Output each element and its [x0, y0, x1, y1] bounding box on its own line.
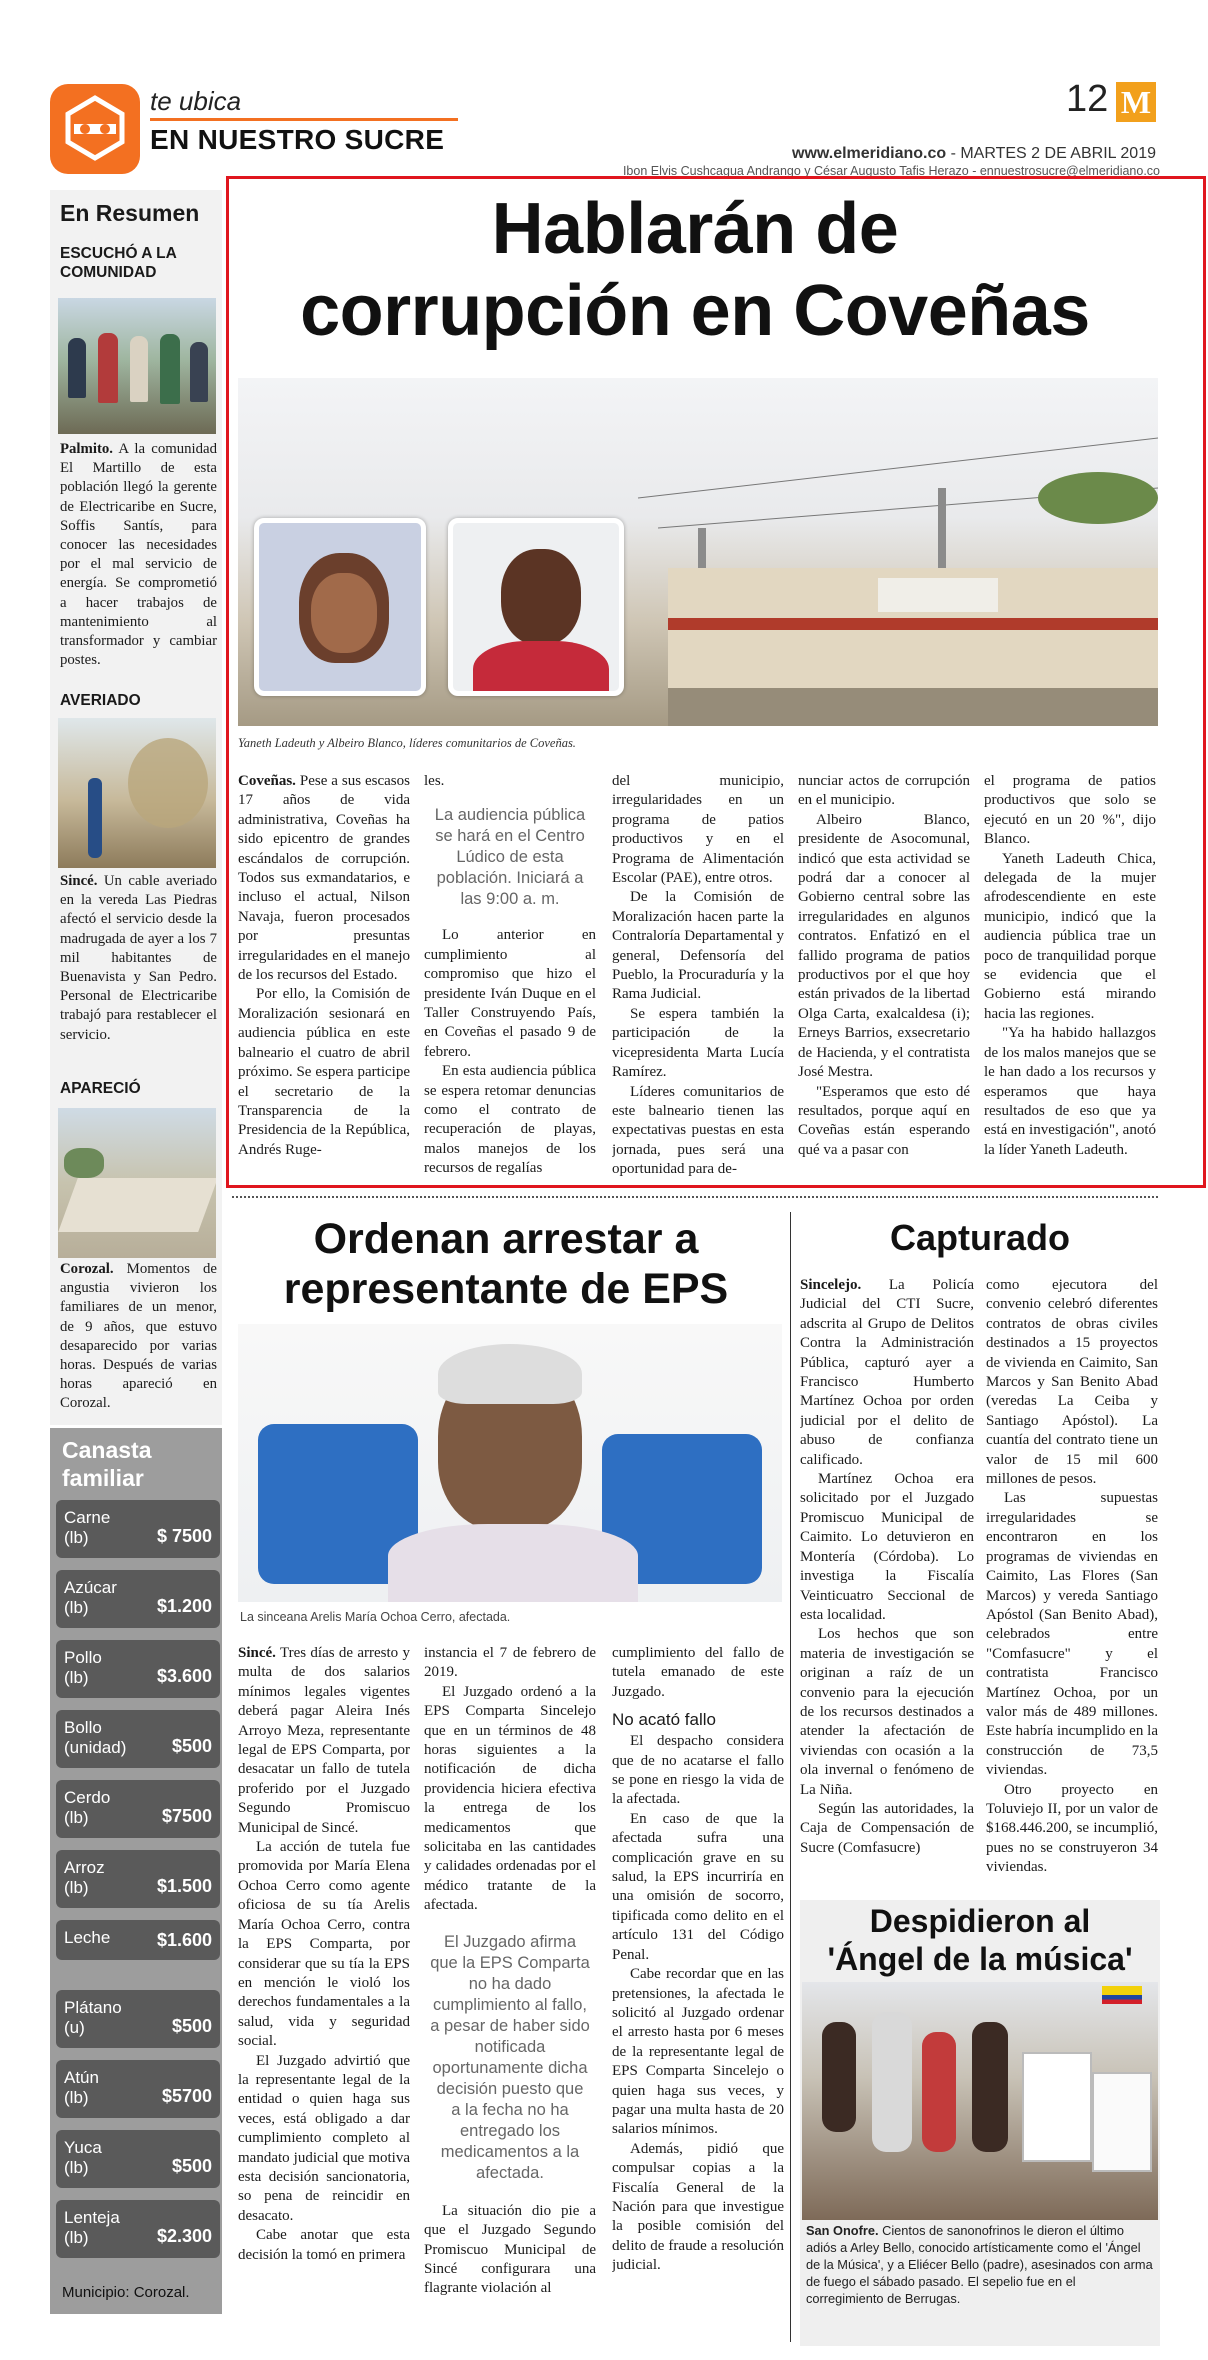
site-url[interactable]: www.elmeridiano.co — [792, 145, 947, 162]
price-item — [56, 2060, 220, 2118]
byline: Ibon Elvis Cushcagua Andrango y César Augusto Tafis Herazo - ennuestrosucre@elmeridiano.co — [622, 164, 1160, 178]
price-item-value: $7500 — [161, 1806, 212, 1826]
sidebar-item-2-lead: Sincé. — [60, 873, 98, 889]
lead-col3-p2: Se espera también la participación de la vicepresidenta Marta Lucía Ramírez. — [612, 1005, 784, 1081]
capturado-col2-p0: como ejecutora del convenio celebró diferentes contratos de obras civiles destinados a 15 proyectos de vivienda en Caimito, San Marcos y San Benito Abad (veredas La Ceiba y Santiago Apóstol). La cuantía del contrato tiene un valor de 15 mil 600 millones de pesos. — [986, 1277, 1158, 1488]
sidebar-item-3-text — [60, 1260, 217, 1414]
lead-photo — [238, 378, 1158, 726]
eps-headline — [232, 1214, 780, 1314]
capturado-headline: Capturado — [890, 1217, 1070, 1258]
section-rule — [150, 118, 458, 121]
eps-col3-p0: cumplimiento del fallo de tutela emanado de este Juzgado. — [612, 1645, 784, 1700]
issue-date: MARTES 2 DE ABRIL 2019 — [960, 145, 1156, 162]
angel-headline — [800, 1902, 1160, 1978]
price-item-value: $1.500 — [156, 1876, 212, 1896]
lead-col-4 — [798, 772, 970, 1180]
capturado-col-1 — [800, 1276, 974, 1894]
sidebar-item-3-lead: Corozal. — [60, 1261, 114, 1277]
eps-headline-line-1: Ordenan arrestar a — [313, 1215, 699, 1263]
price-item-value: $2.300 — [156, 2226, 212, 2246]
price-item-name — [64, 1928, 110, 1948]
price-item-label: Arroz — [64, 1858, 105, 1877]
sidebar-photo-community — [58, 298, 216, 434]
lead-col3-p0: del municipio, irregularidades en un programa de patios productivos y en el Programa de Alimentación Escolar (PAE), entre otros. — [612, 773, 784, 887]
price-item — [56, 2130, 220, 2188]
price-item — [56, 1710, 220, 1768]
header-site-date: www.elmeridiano.co - MARTES 2 DE ABRIL 2019 — [792, 145, 1156, 162]
lead-col1-p1: Pese a sus escasos 17 años de vida administrativa, Coveñas ha sido epicentro de grandes escándalos de corrupción. Todos sus exmandatarios, e incluso el actual, Nilson Navaja, fueron procesados por presuntas irregularidades en el manejo de los recursos del Estado. — [238, 773, 410, 984]
price-item-label: Carne — [64, 1508, 111, 1527]
logo-letter: M — [1120, 84, 1152, 120]
lead-col4-p1: Albeiro Blanco, presidente de Asocomunal, indicó que esta actividad se podrá dar a conocer al Gobierno central sobre las irregularidades en algunos contratos. Enfatizó en el fallido programa de patios productivos por el que hoy están privados de la libertad Olga Carta, exalcaldesa (i); Erneys Barrios, exsecretario de Hacienda, y el contratista José Mestra. — [798, 811, 970, 1081]
price-item-label: Lenteja — [64, 2208, 120, 2227]
eps-col1-p4: Cabe anotar que esta decisión la tomó en primera — [238, 2227, 410, 2263]
eps-photo-caption: La sinceana Arelis María Ochoa Cerro, afectada. — [240, 1610, 511, 1624]
eps-col1-p1: Tres días de arresto y multa de dos salarios mínimos legales vigentes deberá pagar Aleira Inés Arroyo Meza, representante legal de EPS Comparta, por desacatar un fallo de tutela proferido por el Juzgado Segundo Promiscuo Municipal de Sincé. — [238, 1645, 410, 1836]
angel-caption — [806, 2222, 1156, 2307]
price-item-name — [64, 1998, 122, 2038]
canasta-title — [62, 1436, 151, 1492]
eps-dateline: Sincé. — [238, 1645, 276, 1661]
eps-col2-p1: El Juzgado ordenó a la EPS Comparta Sincelejo que en un términos de 48 horas siguientes a la notificación de dicha providencia hiciera efectiva la entrega de los medicamentos que solicitaba en las cantidades y calidades ordenadas por el médico tratante de la afectada. — [424, 1683, 596, 1914]
price-item-unit: (lb) — [64, 1598, 89, 1617]
eps-headline-line-2: representante de EPS — [283, 1265, 729, 1313]
sidebar-photo-corozal — [58, 1108, 216, 1258]
eps-col1-p3: El Juzgado advirtió que la representante legal de la entidad o quien haga sus veces, está obligado a dar cumplimiento completo al mandato judicial que motiva esta decisión sancionatoria, so pena de reincidir en desacato. — [238, 2052, 410, 2224]
sidebar-item-1-body: A la comunidad El Martillo de esta población llegó la gerente de Electricaribe en Sucre, Soffis Santís, para conocer las necesidades por el mal servicio de energía. Se comprometió a hacer trabajos de mantenimiento al transformador y cambiar postes. — [60, 441, 217, 669]
eps-col2-p0: instancia el 7 de febrero de 2019. — [424, 1645, 596, 1681]
price-item-name — [64, 1858, 105, 1898]
price-item — [56, 1640, 220, 1698]
angel-caption-text: Cientos de sanonofrinos le dieron el último adiós a Arley Bello, conocido artísticamente como el 'Ángel de la Música', y a Eliécer Bello (padre), asesinados con arma de fuego el sábado pasado. El sepelio fue en el corregimiento de Berrugas. — [806, 2223, 1153, 2306]
price-item-name — [64, 1788, 110, 1828]
price-item-label: Azúcar — [64, 1578, 117, 1597]
section-kicker: te ubica — [150, 86, 242, 116]
price-item-unit: (lb) — [64, 2088, 89, 2107]
price-item — [56, 1780, 220, 1838]
lead-col-2 — [424, 772, 596, 1180]
lead-pull-quote: La audiencia pública se hará en el Centro Lúdico de esta población. Iniciará a las 9:00 a. m. — [434, 806, 586, 909]
price-item-value: $3.600 — [156, 1666, 212, 1686]
lead-col5-p0: el programa de patios productivos que solo se ejecutó en un 20 %", dijo Blanco. — [984, 773, 1156, 848]
price-item — [56, 1920, 220, 1960]
sidebar-heading: AVERIADO — [60, 692, 141, 709]
lead-col4-p0: nunciar actos de corrupción en el municipio. — [798, 773, 970, 809]
lead-dateline: Coveñas. — [238, 773, 296, 789]
lead-col4-p2: "Esperamos que esto dé resultados, porque aquí en Coveñas están esperando qué va a pasar con — [798, 1083, 970, 1158]
price-item — [56, 1850, 220, 1908]
capturado-col-2 — [986, 1276, 1158, 1894]
price-item-label: Yuca — [64, 2138, 102, 2157]
price-item-label: Cerdo — [64, 1788, 111, 1807]
price-item-label: Pollo — [64, 1648, 102, 1667]
price-item-value: $1.200 — [156, 1596, 212, 1616]
sidebar-heading: APARECIÓ — [60, 1080, 141, 1097]
price-item — [56, 1570, 220, 1628]
price-item-unit: (lb) — [64, 1808, 89, 1827]
eps-col-1 — [238, 1644, 410, 2334]
lead-col-1 — [238, 772, 410, 1180]
eps-col2-p2: La situación dio pie a que el Juzgado Segundo Promiscuo Municipal de Sincé configurara una flagrante violación al — [424, 2202, 596, 2297]
price-item-unit: (lb) — [64, 1668, 89, 1687]
sidebar-heading: ESCUCHÓ A LA COMUNIDAD — [60, 245, 177, 281]
price-item-label: Atún — [64, 2068, 99, 2087]
price-item — [56, 2200, 220, 2258]
lead-col3-p3: Líderes comunitarios de este balneario tienen las expectativas puestas en esta jornada, pues será una oportunidad para de- — [612, 1083, 784, 1178]
price-item-label: Bollo — [64, 1718, 102, 1737]
lead-col5-p2: "Ya ha habido hallazgos de los malos manejos que se le han dado a los recursos y esperamos que haya resultados de eso que ya está en investigación", anotó la líder Yaneth Ladeuth. — [984, 1025, 1156, 1158]
eps-col3-p1: El despacho considera que de no acatarse el fallo se pone en riesgo la vida de la afectada. — [612, 1733, 784, 1808]
eps-photo — [238, 1324, 782, 1602]
sidebar-photo-cable — [58, 718, 216, 868]
capturado-col1-p1: La Policía Judicial del CTI Sucre, adscrita al Grupo de Delitos Contra la Administración Pública, capturó ayer a Francisco Humberto Martínez Ochoa por orden judicial por el delito de abuso de confianza calificado. — [800, 1277, 974, 1468]
capturado-dateline: Sincelejo. — [800, 1277, 862, 1293]
portrait-albeiro — [448, 518, 624, 696]
portrait-yaneth — [254, 518, 426, 696]
sidebar-item-2-text — [60, 872, 217, 1045]
price-item-unit: (u) — [64, 2018, 85, 2037]
price-item-name — [64, 1718, 126, 1758]
angel-headline-line-2: 'Ángel de la música' — [827, 1941, 1133, 1977]
capturado-col2-p1: Las supuestas irregularidades se encontraron en los programas de viviendas en Caimito, Las Flores (San Marcos) y vereda Santiago Apóstol (San Benito Abad), celebrados entre "Comfasucre" y el contratista Francisco Martínez Ochoa, por un valor más de 489 millones. Este habría incumplido en la construcción de 73,5 viviendas. — [986, 1490, 1158, 1779]
sidebar-title: En Resumen — [60, 200, 200, 226]
lead-headline — [230, 188, 1160, 352]
sidebar-item-3-body: Momentos de angustia vivieron los familiares de un menor, de 9 años, que estuvo desaparecido por varias horas. Después de varias horas apareció en Corozal. — [60, 1261, 218, 1412]
price-item-value: $500 — [171, 1736, 212, 1756]
sidebar-item-1-text — [60, 440, 217, 670]
price-item-name — [64, 1648, 102, 1688]
price-item-name — [64, 2068, 99, 2108]
price-item-value: $500 — [171, 2156, 212, 2176]
angel-photo — [802, 1982, 1158, 2220]
price-item-name — [64, 1578, 117, 1618]
section-divider — [232, 1196, 1158, 1198]
capturado-col1-p2: Martínez Ochoa era solicitado por el Juzgado Promiscuo Municipal de Caimito. Lo detuvieron en Montería (Córdoba). Lo investiga la Fiscalía Veinticuatro Seccional de esta localidad. — [800, 1471, 974, 1623]
eps-subhead: No acató fallo — [612, 1710, 716, 1730]
canasta-title-line-2: familiar — [62, 1465, 144, 1491]
eps-col3-p2: En caso de que la afectada sufra una complicación grave en su salud, la EPS incurriría en una omisión de socorro, tipificada como delito en el artículo 131 del Código Penal. — [612, 1810, 784, 1963]
price-item-unit: (lb) — [64, 1528, 89, 1547]
lead-col3-p1: De la Comisión de Moralización hacen parte la Contraloría Departamental y general, Defensoría del Pueblo, la Procuraduría y la Rama Judicial. — [612, 889, 784, 1003]
lead-col-5 — [984, 772, 1156, 1180]
eps-col-3 — [612, 1644, 784, 2334]
price-item-unit: (unidad) — [64, 1738, 127, 1757]
price-item-label: Plátano — [64, 1998, 122, 2017]
price-item-value: $ 7500 — [156, 1526, 212, 1546]
angel-headline-line-1: Despidieron al — [869, 1903, 1091, 1939]
price-item — [56, 1500, 220, 1558]
sidebar-item-2-body: Un cable averiado en la vereda Las Piedras afectó el servicio desde la madrugada de ayer a los 7 mil habitantes de Buenavista y San Pedro. Personal de Electricaribe trabajó para restablecer el servicio. — [60, 873, 217, 1043]
newspaper-logo-icon — [1116, 82, 1156, 122]
lead-col2-p1: Lo anterior en cumplimiento al compromiso que hizo el presidente Iván Duque en el Taller Construyendo País, en Coveñas el pasado 9 de febrero. — [424, 927, 596, 1060]
price-item-label: Leche — [64, 1928, 111, 1947]
sidebar-item-1-lead: Palmito. — [60, 441, 114, 457]
capturado-col2-p2: Otro proyecto en Toluviejo II, por un valor de $168.446.200, se incumplió, pues no se construyeron 34 viviendas. — [986, 1781, 1158, 1876]
price-item-unit: (lb) — [64, 1878, 89, 1897]
eps-col-2 — [424, 1644, 596, 2334]
section-title: EN NUESTRO SUCRE — [150, 124, 445, 155]
price-item-unit: (lb) — [64, 2228, 89, 2247]
column-divider — [790, 1212, 791, 2342]
lead-headline-line-2: corrupción en Coveñas — [300, 271, 1090, 351]
price-item — [56, 1990, 220, 2048]
eps-col3-p4: Además, pidió que compulsar copias a la Fiscalía General de la Nación para que investigue la posible comisión del delito de fraude a resolución judicial. — [612, 2140, 784, 2274]
eps-col3-p3: Cabe recordar que en las pretensiones, la afectada le solicitó al Juzgado ordenar el arresto hasta por 6 meses de la representante legal de EPS Comparta Sincelejo o quien haga sus veces, y pagar una multa hasta de 20 salarios mínimos. — [612, 1966, 784, 2138]
capturado-col1-p3: Los hechos que son materia de investigación se originan a raíz de un convenio para la ejecución de los recursos destinados a atender la afectación de viviendas con ocasión a la ola invernal o fenómeno de La Niña. — [800, 1626, 974, 1798]
price-item-name — [64, 2138, 102, 2178]
price-item-value: $1.600 — [156, 1930, 212, 1950]
lead-col2-p2: En esta audiencia pública se espera retomar denuncias como el contrato de recuperación de playas, malos manejos de los recursos de regalías — [424, 1063, 596, 1177]
lead-photo-caption: Yaneth Ladeuth y Albeiro Blanco, líderes comunitarios de Coveñas. — [238, 736, 576, 750]
lead-col-3 — [612, 772, 784, 1180]
section-logo-icon — [50, 84, 140, 174]
lead-col2-p0: les. — [424, 773, 445, 789]
lead-col1-p2: Por ello, la Comisión de Moralización sesionará en audiencia pública en este balneario el cuatro de abril próximo. Se espera participe el secretario de la Transparencia de la Presidencia de la República, Andrés Ruge- — [238, 986, 410, 1158]
canasta-footer: Municipio: Corozal. — [62, 2284, 190, 2301]
price-item-name — [64, 1508, 110, 1548]
page-number: 12 — [1066, 78, 1109, 120]
angel-dateline: San Onofre. — [806, 2223, 879, 2238]
price-item-value: $500 — [171, 2016, 212, 2036]
eps-col1-p2: La acción de tutela fue promovida por María Elena Ochoa Cerro como agente oficiosa de su tía Arelis María Ochoa Cerro, contra la EPS Comparta, por considerar que su tía la EPS en mención le violó los derechos fundamentales a la salud, vida y seguridad social. — [238, 1839, 410, 2050]
price-item-value: $5700 — [161, 2086, 212, 2106]
canasta-title-line-1: Canasta — [62, 1437, 152, 1463]
price-item-unit: (lb) — [64, 2158, 89, 2177]
capturado-col1-p4: Según las autoridades, la Caja de Compensación de Sucre (Comfasucre) — [800, 1800, 974, 1856]
eps-pull-quote: El Juzgado afirma que la EPS Comparta no ha dado cumplimiento al fallo, a pesar de haber sido notificada oportunamente dicha decisión puesto que a la fecha no ha entregado los medicamentos a la afectada. — [430, 1932, 590, 2182]
lead-headline-line-1: Hablarán de — [491, 189, 899, 269]
lead-col5-p1: Yaneth Ladeuth Chica, delegada de la mujer afrodescendiente en este municipio, indicó que la audiencia pública trae un poco de tranquilidad porque se evidencia que el Gobierno está mirando hacia las regiones. — [984, 850, 1156, 1022]
price-item-name — [64, 2208, 120, 2248]
